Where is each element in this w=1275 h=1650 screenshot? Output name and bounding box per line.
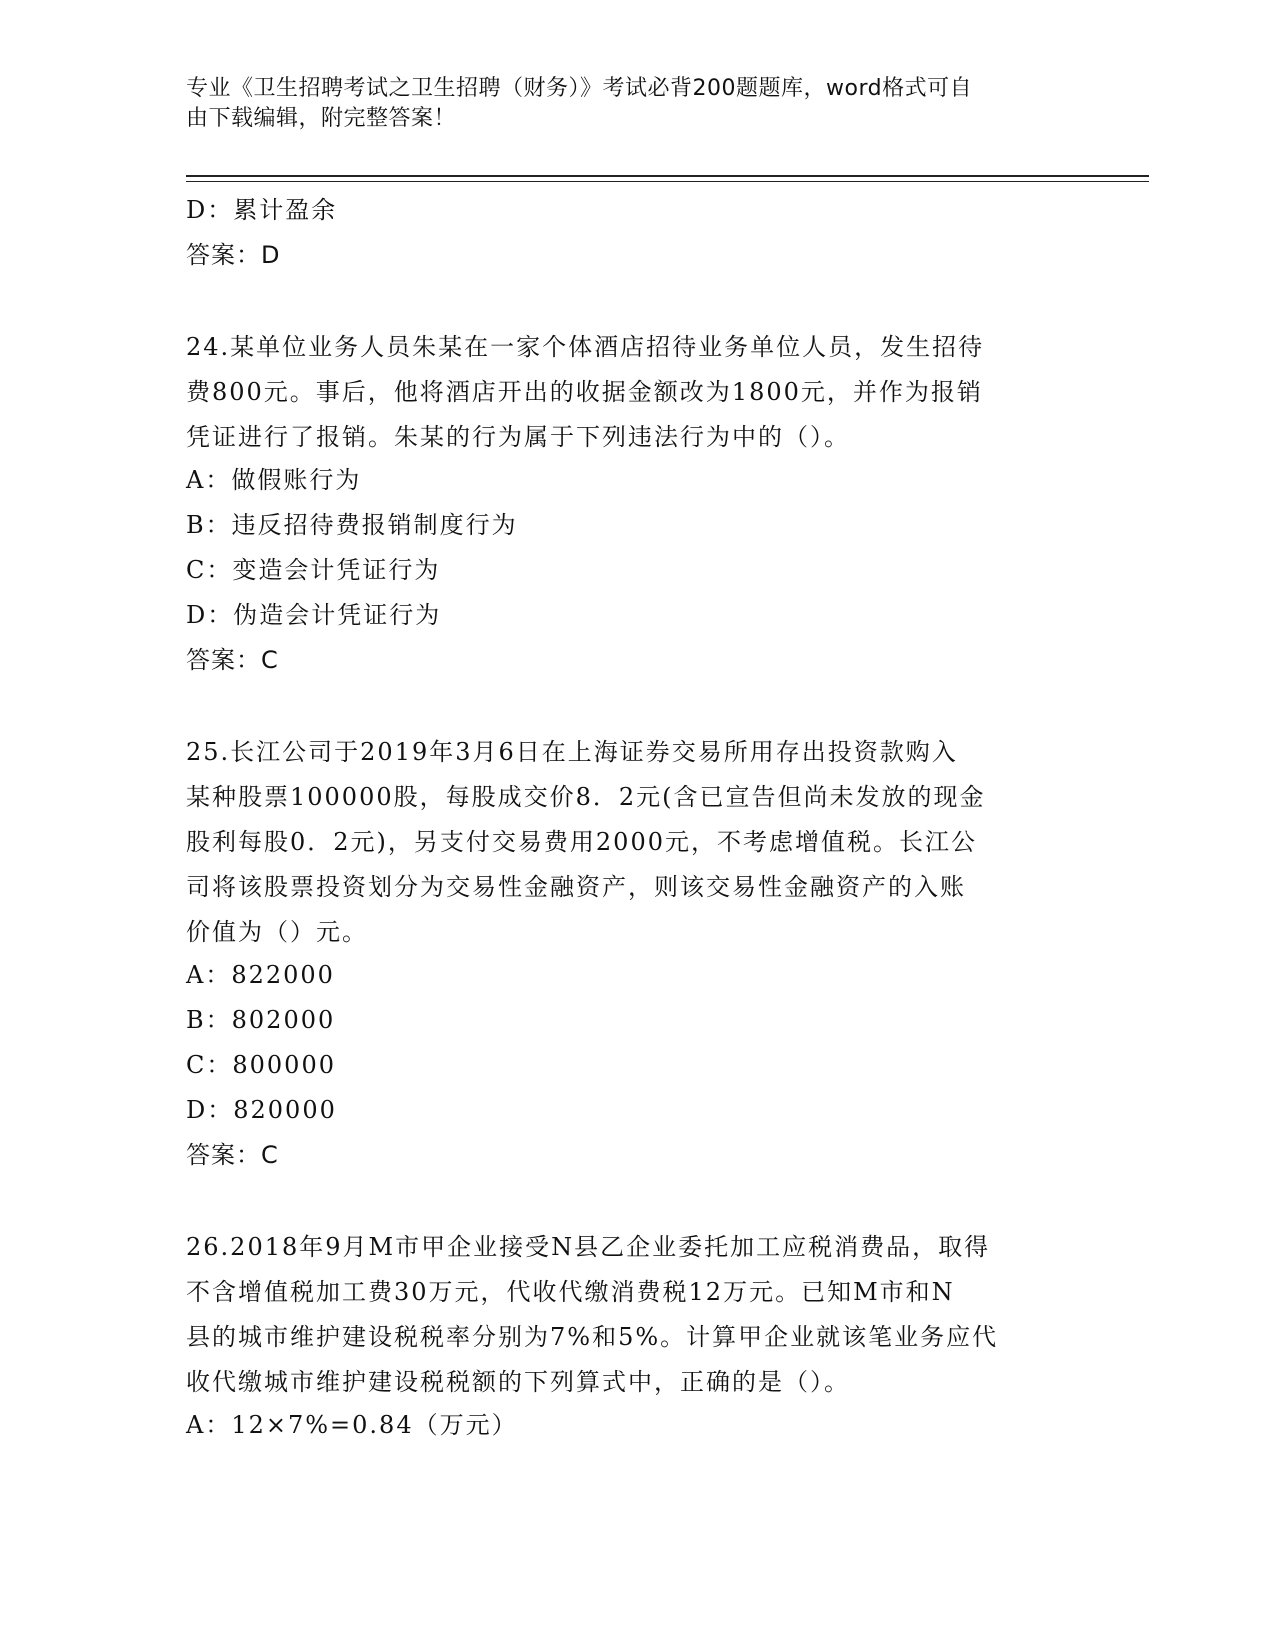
option-d: D：820000 — [186, 1096, 337, 1124]
option-b: B：违反招待费报销制度行为 — [186, 511, 518, 539]
option-c: C：变造会计凭证行为 — [186, 556, 441, 584]
option-c: C：800000 — [186, 1051, 336, 1079]
option-a: A：12×7%=0.84（万元） — [186, 1411, 518, 1439]
page-header — [186, 74, 1076, 134]
stem-line: 某种股票100000股，每股成交价8．2元(含已宣告但尚未发放的现金 — [186, 783, 986, 811]
stem-line: 24.某单位业务人员朱某在一家个体酒店招待业务单位人员，发生招待 — [186, 333, 985, 361]
header-divider-thin — [186, 181, 1149, 182]
option-d: D：伪造会计凭证行为 — [186, 601, 442, 629]
stem-line: 凭证进行了报销。朱某的行为属于下列违法行为中的（）。 — [186, 423, 850, 451]
stem-line: 司将该股票投资划分为交易性金融资产，则该交易性金融资产的入账 — [186, 873, 966, 901]
question-stem — [186, 1225, 1086, 1405]
header-line-2: 由下载编辑，附完整答案！ — [186, 106, 457, 131]
option-b: B：802000 — [186, 1006, 336, 1034]
option-d: D：累计盈余 — [186, 196, 338, 224]
stem-line: 县的城市维护建设税税率分别为7%和5%。计算甲企业就该笔业务应代 — [186, 1323, 999, 1351]
stem-line: 25.长江公司于2019年3月6日在上海证券交易所用存出投资款购入 — [186, 738, 958, 766]
option-a: A：做假账行为 — [186, 466, 362, 494]
header-line-1: 专业《卫生招聘考试之卫生招聘（财务）》考试必背200题题库，word格式可自 — [186, 76, 973, 101]
stem-line: 26.2018年9月M市甲企业接受N县乙企业委托加工应税消费品，取得 — [186, 1233, 991, 1261]
answer-line: 答案：C — [186, 646, 279, 674]
stem-line: 不含增值税加工费30万元，代收代缴消费税12万元。已知M市和N — [186, 1278, 955, 1306]
question-24 — [186, 325, 1086, 685]
option-a: A：822000 — [186, 961, 335, 989]
question-content — [186, 190, 1086, 1450]
answer-line: 答案：D — [186, 241, 281, 269]
question-25 — [186, 730, 1086, 1180]
stem-line: 股利每股0．2元)，另支付交易费用2000元，不考虑增值税。长江公 — [186, 828, 977, 856]
question-stem — [186, 325, 1086, 460]
question-stem — [186, 730, 1086, 955]
stem-line: 价值为（）元。 — [186, 918, 368, 946]
answer-line: 答案：C — [186, 1141, 279, 1169]
question-26 — [186, 1225, 1086, 1450]
header-divider — [186, 175, 1149, 177]
stem-line: 费800元。事后，他将酒店开出的收据金额改为1800元，并作为报销 — [186, 378, 983, 406]
stem-line: 收代缴城市维护建设税税额的下列算式中，正确的是（）。 — [186, 1368, 850, 1396]
